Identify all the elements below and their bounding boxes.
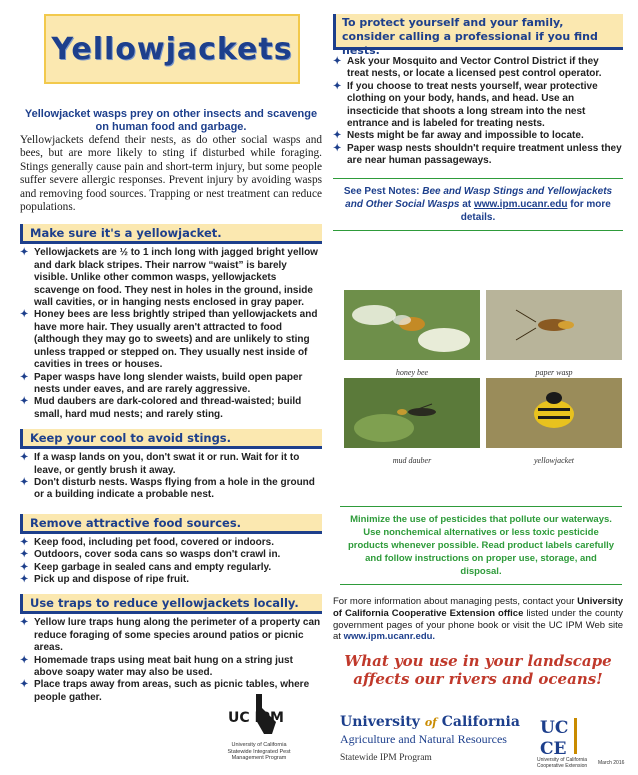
- tagline: What you use in your landscape affects our rivers and oceans!: [344, 652, 612, 688]
- star-bullet-icon: ✦: [20, 679, 29, 691]
- intro-paragraph: [20, 108, 322, 214]
- yellowjacket-photo: [486, 378, 622, 448]
- uc-logo: University of California: [340, 714, 520, 730]
- star-bullet-icon: ✦: [20, 536, 29, 548]
- star-bullet-icon: ✦: [20, 561, 29, 573]
- intro-lead: Yellowjacket wasps prey on other insects and scavenge on human food and garbage.: [24, 108, 318, 133]
- list-item: [20, 247, 322, 309]
- ipm-website-link[interactable]: www.ipm.ucanr.edu.: [343, 631, 436, 643]
- star-bullet-icon: ✦: [20, 247, 29, 259]
- list-item-text: Outdoors, cover soda cans so wasps don't crawl in.: [34, 549, 281, 561]
- list-item: [20, 309, 322, 371]
- svg-text:CE: CE: [540, 739, 567, 756]
- list-item-text: Keep food, including pet food, covered or indoors.: [34, 536, 275, 548]
- list-item-text: If you choose to treat nests yourself, wear protective clothing on your body, hands, and head. Use an insecticide that shoots a long stream into the nest entrance and is labeled for treating nests.: [347, 80, 598, 130]
- list-item-text: Keep garbage in sealed cans and empty regularly.: [34, 561, 272, 573]
- list-item-text: Don't disturb nests. Wasps flying from a hole in the ground or a building indicate a probable nest.: [34, 476, 315, 501]
- star-bullet-icon: ✦: [20, 549, 29, 561]
- list-item: [20, 396, 322, 421]
- star-bullet-icon: ✦: [20, 396, 29, 408]
- page-title: Yellowjackets: [51, 31, 293, 67]
- star-bullet-icon: ✦: [20, 371, 29, 383]
- list-item: [333, 81, 623, 131]
- photo-honey-bee: [344, 290, 480, 377]
- section-heading: Make sure it's a yellowjacket.: [20, 224, 322, 244]
- list-item: [20, 372, 322, 397]
- pest-notes-titles: Bee and Wasp Stings and Yellowjackets and Other Social Wasps: [345, 185, 613, 210]
- uc-extension-office: University of California Cooperative Extension office: [333, 596, 623, 619]
- photo-caption: yellowjacket: [534, 456, 574, 465]
- list-item: [20, 537, 322, 549]
- section-heading: Keep your cool to avoid stings.: [20, 429, 322, 449]
- list-item: [333, 130, 623, 142]
- star-bullet-icon: ✦: [333, 142, 342, 154]
- photo-caption: honey bee: [395, 368, 429, 377]
- uc-anr-block: [340, 714, 530, 763]
- list-item-text: Yellowjackets are ½ to 1 inch long with jagged bright yellow and dark black stripes. Their narrow “waist” is barely visible. Unlike other common wasps, yellowjackets scavenge on food. They nest in holes in the ground, inside wall cavities, or in hanging nests enclosed in gray paper.: [34, 247, 318, 309]
- list-item-text: Ask your Mosquito and Vector Control District if they treat nests, or locate a licensed pest control operator.: [347, 56, 602, 80]
- list-item-text: Pick up and dispose of ripe fruit.: [34, 573, 190, 585]
- left-column: [20, 14, 322, 704]
- star-bullet-icon: ✦: [20, 654, 29, 666]
- photo-caption: paper wasp: [535, 368, 573, 377]
- statewide-ipm-label: Statewide IPM Program: [340, 753, 432, 763]
- pest-notes-link[interactable]: www.ipm.ucanr.edu: [473, 198, 568, 210]
- list-item: [20, 477, 322, 502]
- list-item: [20, 549, 322, 561]
- star-bullet-icon: ✦: [20, 476, 29, 488]
- list-item-text: Nests might be far away and impossible to locate.: [347, 130, 584, 142]
- right-column: [333, 14, 623, 231]
- star-bullet-icon: ✦: [333, 130, 342, 142]
- uc-ipm-logo-icon: [226, 690, 292, 738]
- star-bullet-icon: ✦: [20, 617, 29, 629]
- star-bullet-icon: ✦: [333, 56, 342, 67]
- list-item: [20, 655, 322, 680]
- photo-paper-wasp: [486, 290, 622, 377]
- honey-bee-photo: [344, 290, 480, 360]
- sections-container: [20, 224, 322, 704]
- paper-wasp-photo: [486, 290, 622, 360]
- list-item: [20, 574, 322, 586]
- list-item-text: Paper wasps have long slender waists, build open paper nests under eaves, and are rarely aggressive.: [34, 371, 303, 395]
- list-item: [333, 143, 623, 168]
- ucce-logo-icon: [538, 716, 588, 756]
- pesticide-promo: Minimize the use of pesticides that pollute our waterways. Use nonchemical alternatives or less toxic pesticide products whenever possible. Read product labels carefully and follow instructions on proper use, storage, and disposal.: [340, 506, 622, 585]
- svg-text:UC: UC: [540, 718, 569, 738]
- photo-yellowjacket: [486, 378, 622, 465]
- star-bullet-icon: ✦: [20, 309, 29, 321]
- section-list: [20, 537, 322, 587]
- professional-list: [333, 56, 623, 168]
- list-item: [333, 56, 623, 81]
- publication-date: March 2016: [598, 760, 625, 766]
- list-item-text: Paper wasp nests shouldn't require treatment unless they are near human passageways.: [347, 142, 622, 167]
- star-bullet-icon: ✦: [20, 452, 29, 464]
- list-item-text: Honey bees are less brightly striped than yellowjackets and have more hair. They usually aren't attracted to food (although they may go to sweets) and are unlikely to sting unless trapped or stepped on. They usually nest inside of cavities in trees or houses.: [34, 309, 318, 371]
- ipm-caption: University of California Statewide Integrated Pest Management Program: [227, 742, 291, 761]
- list-item-text: If a wasp lands on you, don't swat it or run. Wait for it to leave, or gently brush it away.: [34, 452, 300, 476]
- list-item: [20, 562, 322, 574]
- list-item-text: Homemade traps using meat bait hung on a string just above soapy water may also be used.: [34, 654, 293, 678]
- list-item: [20, 617, 322, 654]
- list-item-text: Place traps away from areas, such as picnic tables, where people gather.: [34, 679, 310, 703]
- see-pest-notes: See Pest Notes: Bee and Wasp Stings and Yellowjackets and Other Social Wasps at www.ipm.ucanr.edu for more details.: [333, 178, 623, 231]
- section-list: [20, 452, 322, 502]
- list-item-text: Yellow lure traps hung along the perimeter of a property can reduce foraging of some species around patios or picnic areas.: [34, 617, 321, 654]
- ucce-caption: University of California Cooperative Extension: [536, 757, 588, 769]
- anr-label: Agriculture and Natural Resources: [340, 732, 507, 746]
- mud-dauber-photo: [344, 378, 480, 448]
- intro-body: Yellowjackets defend their nests, as do other social wasps and bees, but are more likely to sting if disturbed while foraging. Stings generally cause pain and short-term injury, but some people suffer severe allergic responses. Prevent injury by avoiding wasps and removing food sources. Trapping or nest treatment can reduce populations.: [20, 134, 322, 214]
- title-banner: [44, 14, 300, 84]
- more-info: For more information about managing pests, contact your University of California Cooperative Extension office listed under the county government pages of your phone book or visit the UC IPM Web site at www.ipm.ucanr.edu.: [333, 596, 624, 643]
- list-item: [20, 452, 322, 477]
- section-list: [20, 247, 322, 421]
- photo-mud-dauber: [344, 378, 480, 465]
- section-heading: Use traps to reduce yellowjackets locally.: [20, 594, 322, 614]
- professional-header: To protect yourself and your family, consider calling a professional if you find nests.: [333, 14, 623, 50]
- list-item-text: Mud daubers are dark-colored and thread-waisted; build small, hard mud nests; and rarely sting.: [34, 396, 302, 420]
- star-bullet-icon: ✦: [333, 80, 342, 92]
- star-bullet-icon: ✦: [20, 573, 29, 585]
- section-heading: Remove attractive food sources.: [20, 514, 322, 534]
- ipm-logo-text: UC IPM: [228, 710, 284, 726]
- photo-caption: mud dauber: [392, 456, 432, 465]
